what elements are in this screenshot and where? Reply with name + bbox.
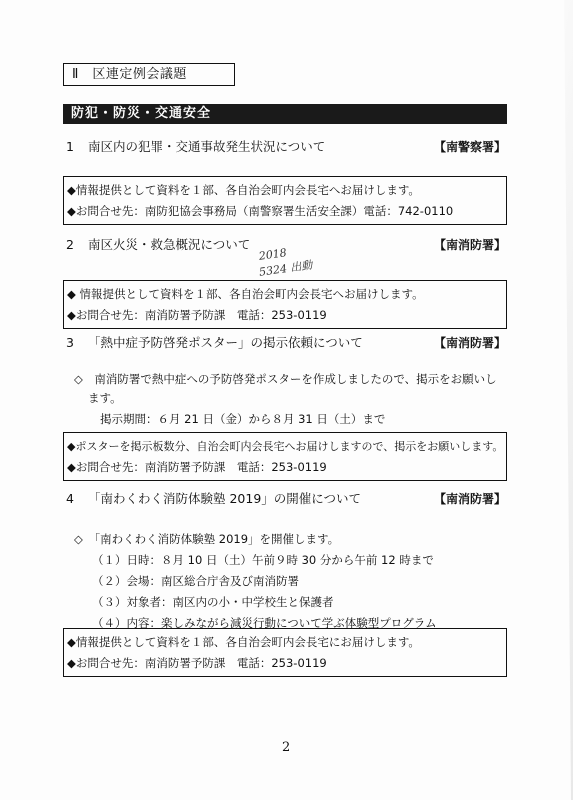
info-line: ◆情報提供として資料を１部、各自治会町内会長宅へお届けします。	[67, 183, 420, 197]
contact-line: ◆お問合せ先：南防犯協会事務局（南警察署生活安全課）電話：742-0110	[67, 204, 454, 218]
body-line: ◇ 「南わくわく消防体験塾 2019」を開催します。	[74, 532, 340, 546]
info-line: ◆情報提供として資料を１部、各自治会町内会長宅にお届けします。	[67, 635, 420, 649]
detail-line: （１）日時：８月 10 日（土）午前９時 30 分から午前 12 時まで	[92, 553, 434, 567]
contact-line: ◆お問合せ先：南消防署予防課 電話：253-0119	[67, 656, 327, 670]
item-4-heading	[66, 490, 506, 508]
section-title: Ⅱ 区連定例会議題	[63, 63, 235, 86]
item-number: 1	[66, 139, 74, 154]
handwritten-note-dispatch: 5324 出動	[258, 258, 314, 279]
info-line: ◆ 情報提供として資料を１部、各自治会町内会長宅へお届けします。	[67, 287, 424, 301]
item-3-heading	[66, 334, 506, 352]
department-label: 【南消防署】	[433, 492, 506, 506]
item-title: 南区火災・救急概況について	[88, 237, 251, 252]
contact-line: ◆お問合せ先：南消防署予防課 電話：253-0119	[67, 308, 327, 322]
detail-line: （４）内容：楽しみながら減災行動について学ぶ体験型プログラム	[92, 616, 437, 630]
detail-line: （３）対象者：南区内の小・中学校生と保護者	[92, 595, 334, 609]
department-label: 【南消防署】	[433, 238, 506, 252]
department-label: 【南消防署】	[433, 336, 506, 350]
item-title: 南区内の犯罪・交通事故発生状況について	[88, 139, 326, 154]
contact-line: ◆お問合せ先：南消防署予防課 電話：253-0119	[67, 460, 327, 474]
body-line: ◇ 南消防署で熱中症への予防啓発ポスターを作成しましたので、掲示をお願いし	[74, 372, 497, 386]
item-1-info-box	[63, 176, 507, 225]
item-4-info-box	[63, 628, 507, 677]
scan-shadow-edge	[533, 0, 573, 800]
item-1-heading	[66, 138, 506, 156]
detail-line: （２）会場：南区総合庁舎及び南消防署	[92, 574, 299, 588]
item-title: 「南わくわく消防体験塾 2019」の開催について	[88, 491, 362, 506]
category-bar: 防犯・防災・交通安全	[63, 104, 507, 124]
item-title: 「熱中症予防啓発ポスター」の掲示依頼について	[88, 335, 363, 350]
posting-period: 掲示期間：６月 21 日（金）から８月 31 日（土）まで	[100, 412, 386, 426]
item-2-info-box	[63, 280, 507, 329]
page-number: 2	[282, 740, 291, 755]
handwritten-note-year: 2018	[258, 246, 288, 263]
department-label: 【南警察署】	[433, 140, 506, 154]
body-line: ます。	[88, 391, 122, 405]
item-3-info-box	[63, 432, 507, 481]
item-number: 3	[66, 335, 74, 350]
info-line: ◆ポスターを掲示板数分、自治会町内会長宅へお届けしますので、掲示をお願いします。	[67, 440, 504, 453]
item-number: 4	[66, 491, 74, 506]
item-number: 2	[66, 237, 74, 252]
